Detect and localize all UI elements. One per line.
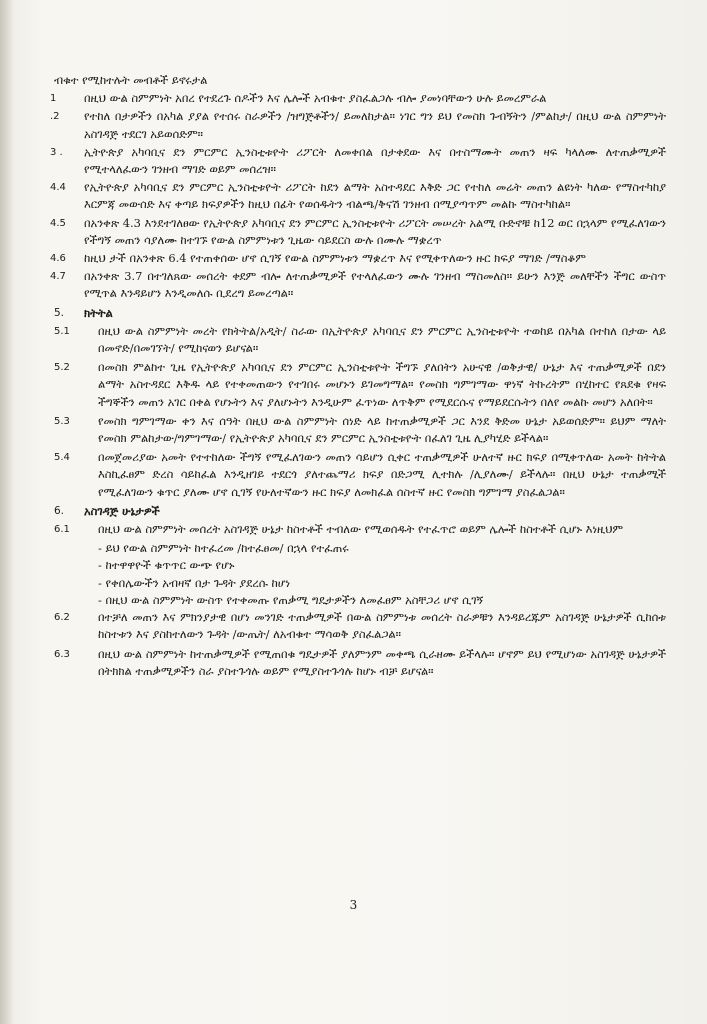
- list-item: 6.3 በዚህ ውል ስምምነት ከተጠቃሚዎች የሚጠበቁ ግዴታዎች ያለምንም መቀጫ ሲራዘሙ ይችላሉ። ሆኖም ይህ የሚሆነው አስገዳጅ ሁኔታዎች በትክክል ተጠቃሚዎችን ስራ ያስተጉጎሉ ወይም የሚያስተጉጎሉ ከሆኑ ብቻ ይሆናል።: [54, 646, 666, 678]
- bullet-item: - ከተዋዋዮች ቁጥጥር ውጭ የሆኑ: [98, 558, 235, 573]
- bullet-item: - በዚህ ውል ስምምነት ውስጥ የተቀመጡ የጠቃሚ ግዴታዎችን ለመፈፀም አስቸጋሪ ሆኖ ሲገኝ: [98, 592, 484, 607]
- list-item: 4.5 በአንቀጽ 4.3 እንደተገለፀው የኢትዮጵያ አካባቢና ደን ምርምር ኢንስቲቱዮት ሪፖርት መሠረት አልሚ ቡድኖቹ ከ12 ወር በኋላም የሚፈለገውን የችግኝ መጠን ሳያለሙ ከተገኙ የውል ስምምነቱን ጊዜው ሳይደርስ ውሉ በሙሉ ማቋረጥ: [50, 215, 666, 247]
- list-item: 5.3 የመስክ ግምገማው ቀን እና ሰዓት በዚህ ውል ስምምነት ሰነድ ላይ ከተጠቃሚዎች ጋር እንደ ቅድመ ሁኔታ አይወሰድም። ይህም ማለት የመስክ ምልከታው/ግምገማው/ የኢትዮጵያ አካባቢና ደን ምርምር ኢንስቲቱዮት በፈለገ ጊዜ ሊያካሂድ ይችላል።: [54, 413, 666, 446]
- bullet-item: - ይህ የውል ስምምነት ከተፈረመ /ከተፈፀመ/ በኋላ የተፈጠሩ: [98, 541, 349, 556]
- page-number: 3: [349, 898, 358, 912]
- list-item: 5.1 በዚህ ውል ስምምነት መረት የክትትል/አዲት/ ስራው በኢትዮጵያ አካባቢና ደን ምርምር ኢንስቲቱዮት ተወከይ በአካል በተከለ በታው ላይ በመኖድ/በመገኘት/ የሚከናወን ይሆናል።: [54, 323, 666, 356]
- list-item: 4.7 በአንቀጽ 3.7 በተገለጸው መሰረት ቀደም ብሎ ለተጠቃሚዎች የተላለፈውን ሙሉ ገንዘብ ማስመለስ። ይሁን እንጅ መለቸችን ችግር ውስጥ የሚጥል እንዳይሆን እንዲመለሱ ቢደረግ ይመረጣል።: [50, 269, 666, 301]
- rights-list: [50, 90, 666, 302]
- monitoring-list: [54, 323, 666, 501]
- list-item: 4.6 ከዚህ ታች በአንቀጽ 6.4 የተጠቀሰው ሆኖ ሲገኝ የውል ስምምነቱን ማቋረጥ እና የሚቀጥለውን ዙር ክፍያ ማገድ /ማስቆም: [50, 251, 586, 266]
- list-item: .2 የተከለ በታዎችን በአካል ያያል የተሰሩ ስራዎችን /ዝግጅቶችን/ ይመለከታል። ነገር ግን ይህ የመስክ ጉብኝትን /ምልከታ/ በዚህ ውል ስምምነት አስገዳጅ ተደርገ አይወሰድም።: [50, 109, 666, 141]
- scan-edge-shadow: [0, 0, 14, 1024]
- section-heading-monitoring: 5. ክትትል: [54, 305, 113, 320]
- list-item: 5.4 በመጀመሪያው አመት የተተከለው ችግኝ የሚፈለገውን መጠን ሳይሆን ሲቀር ተጠቃሚዎች ሁለተኛ ዙር ክፍያ በሚቀጥለው አመት ከትትል እስኪፈፀም ድረስ ሳይከፈል እንዲዘገይ ተደርጎ ያለተጨማሪ ክፍያ በድጋሚ ሊተክሉ /ሊያለሙ/ ይችላሉ። በዚህ ሁኔታ ተጠቃሚች የሚፈለገውን ቁጥር ያለሙ ሆኖ ሲገኝ የሁለተኛውን ዙር ክፍያ ለመክፈል ሰስተኛ ዙር የመስክ ግምገማ ያስፈልጋል።: [54, 450, 666, 499]
- bullet-item: - የቀበሌውችን አብዛኛ በታ ጉዳት ያደረሱ ከሆነ: [98, 575, 291, 590]
- list-item: 1 በዚህ ውል ስምምነት አበረ የተደረጉ ሰዶችን እና ሌሎች አብቁተ ያስፈልጋሉ ብሎ ያመነባቸውን ሁሉ ይመረምራል: [50, 91, 547, 106]
- section-heading-force-majeure: 6. አስገዳጅ ሁኔታዎች: [54, 503, 160, 518]
- list-item: 6.1 በዚህ ውል ስምምነት መሰረት አስገዳጅ ሁኔታ ከስተቶች ተብለው የሚወሰዱት የተፈጥሮ ወይም ሌሎች ከስተቶች ሲሆኑ እነዚህም: [54, 522, 624, 537]
- intro-line: ብቁተ የሚከተሉት መብቶች ይኖሩታል: [54, 73, 208, 87]
- list-item: 4.4 የኢትዮጵያ አካባቢና ደን ምርምር ኢንስቲቱዮት ሪፖርት ከደን ልማት አስተዳደር እቅድ ጋር የተከለ መሬት መጠን ልዩነት ካለው የማስተካከያ እርምጃ መውሰድ እና ቀጣይ ክፍያዎችን ከዚህ በፊት የወሰዱትን ብልጫ/ቅናሽ ገንዘብ በሚያጣጥም መልኩ ማስተካከል።: [50, 180, 666, 212]
- list-item: 3 . ኢትዮጵያ አካባቢና ደን ምርምር ኢንስቲቱዮት ሪፖርት ለመቀበል በታቀደው እና በተስማሙት መጠን ዛፍ ካላለሙ ለተጠቃሚዎች የሚተላለፈውን ገንዘብ ማገድ ወይም መሰረዝ።: [50, 144, 666, 177]
- list-item: 5.2 በመስክ ምልከተ ጊዜ የኢትዮጵያ አካባቢና ደን ምርምር ኢንስቲቱዮት ችግኙ ያለበትን አሁናዊ /ወቅታዊ/ ሁኔታ እና ተጠቃሚዎች በደን ልማት አስተዳደር እቅዱ ላይ የተቀመጠውን የተገበሩ መሆኑን ይገመግማል። የመስክ ግምገማው ዋነኛ ትኩረትም በሂከተር የጸደቁ የዛፍ ችግኞችን መጠን አገር በቀል የሆኑትን እና ያለሆኑትን እንዲሁም ፈጥነው ለጥቅም የሚደርሱና የማይደርሱትን በለየ መልኩ መሆን አለበት።: [54, 360, 666, 409]
- list-item: 6.2 በተቻለ መጠን እና ምክንያታዊ በሆነ መንገድ ተጠቃሚዎች በውል ስምምነቱ መሰረት ስራዎቹን እንዳይረጁም አስገዳጅ ሁኔታዎች ሲከሰቱ ከስተቱን እና ያስከተለውን ጉዳት /ውጤት/ ለአብቁተ ማሳወቅ ያስፈልጋል።: [54, 610, 666, 642]
- document-body: [50, 72, 666, 682]
- force-majeure-conditions: [54, 540, 666, 609]
